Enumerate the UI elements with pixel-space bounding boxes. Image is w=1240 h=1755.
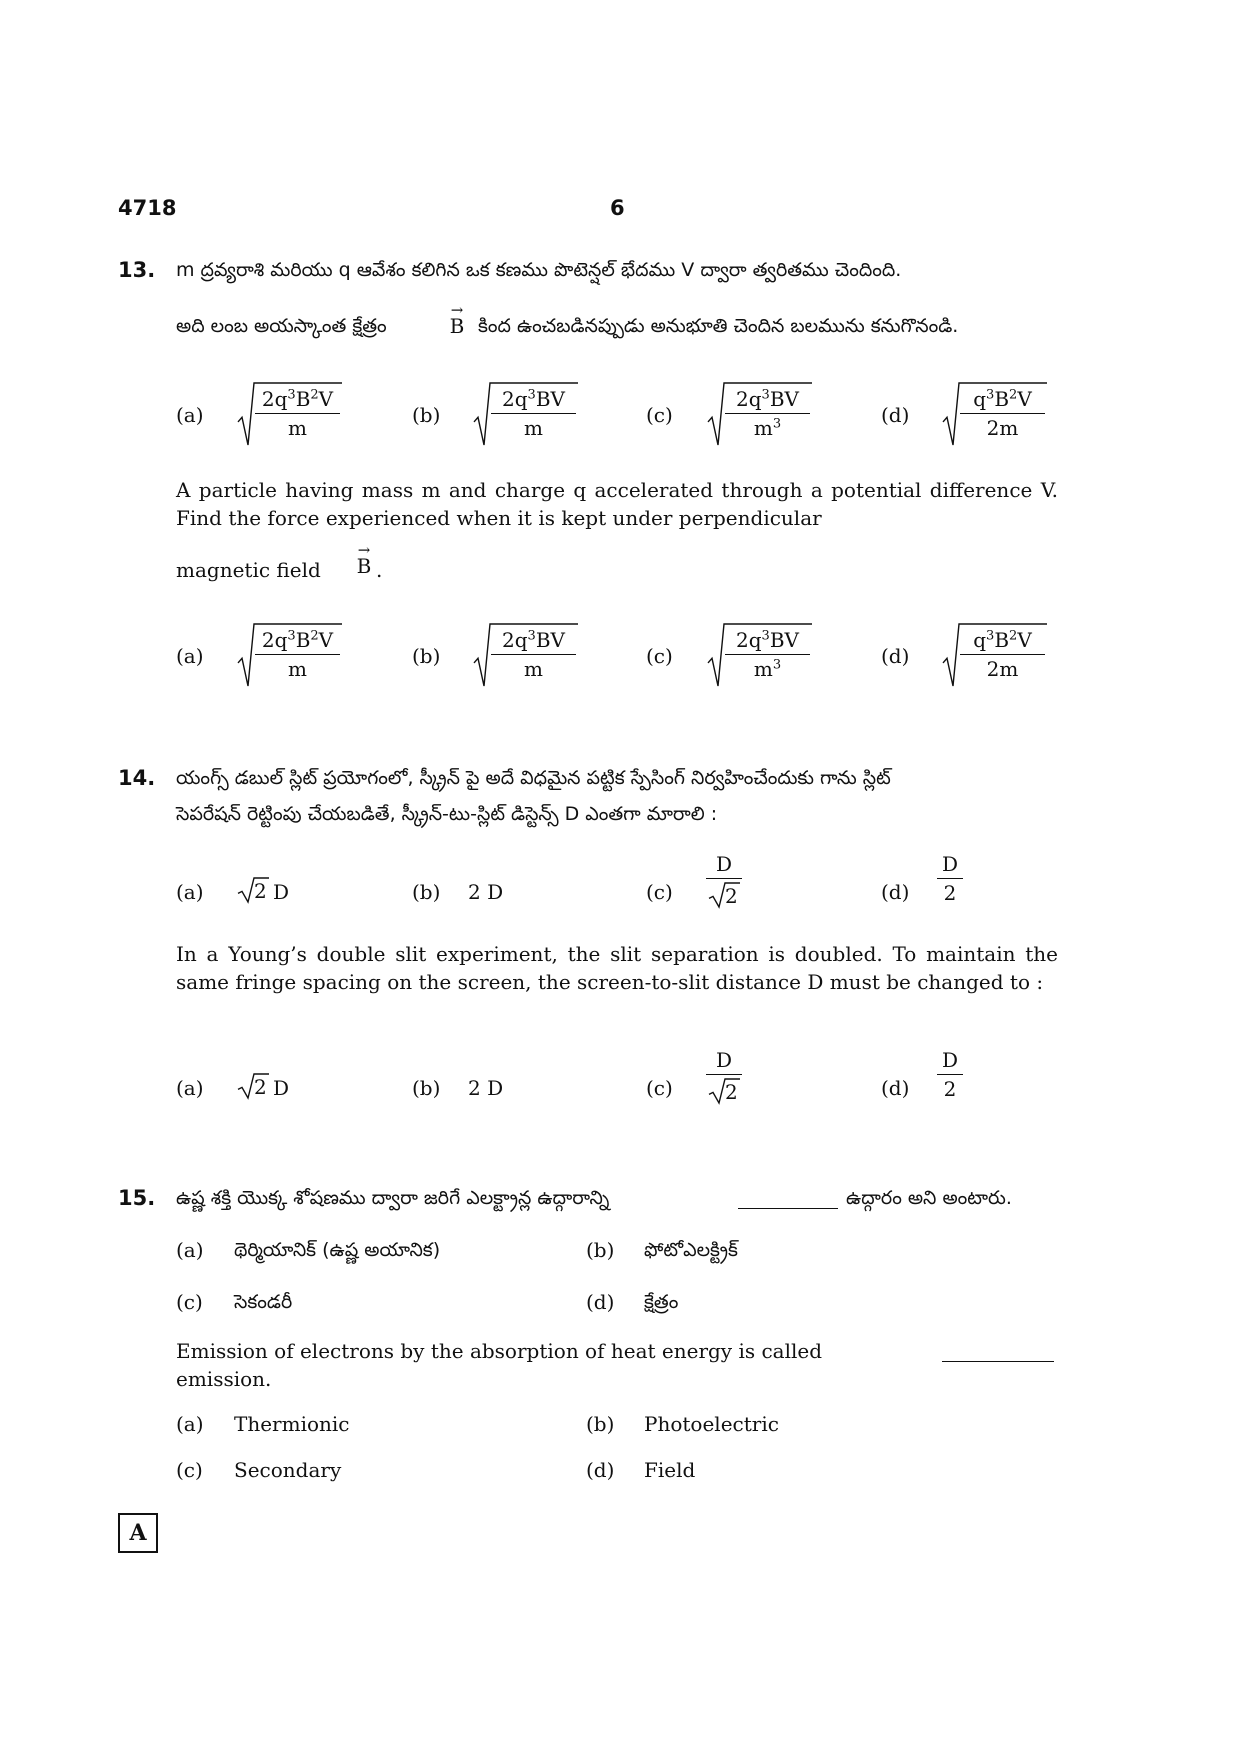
q13-te-option-c-label: (c) (646, 403, 673, 427)
q14-te-option-d-denominator: 2 (943, 881, 957, 905)
paper-code: 4718 (118, 196, 177, 220)
q14-en-option-a-root-radicand: 2 (254, 1075, 267, 1099)
q14-en-option-b-label: (b) (412, 1076, 441, 1100)
q14-te-option-d-fraction (937, 852, 963, 905)
q15-english-line2: emission. (176, 1367, 272, 1391)
question-14-number: 14. (118, 766, 156, 790)
q14-en-option-a-label: (a) (176, 1076, 204, 1100)
q13-telugu-line2a: అది లంబ అయస్కాంత క్షేత్రం (176, 315, 387, 337)
q14-te-option-b-label: (b) (412, 880, 441, 904)
series-box: A (118, 1513, 158, 1553)
q13-te-option-a-denominator: m (288, 416, 307, 440)
q14-english-text: In a Young’s double slit experiment, the slit separation is doubled. To maintain the same fringe spacing on the screen, the screen-to-slit distance D must be changed to : (176, 942, 1058, 994)
q15-telugu-blank (738, 1190, 838, 1213)
q13-telugu-vector-b: → B (447, 304, 467, 336)
q14-en-option-a-tail: D (273, 1076, 290, 1100)
q13-en-option-b-fraction (491, 628, 576, 681)
q15-en-option-d-label: (d) (586, 1458, 615, 1482)
q13-en-option-a-label: (a) (176, 644, 204, 668)
exponent: 3 (986, 628, 995, 644)
q14-en-option-d-denominator: 2 (943, 1077, 957, 1101)
q13-te-option-d-expression (942, 381, 1047, 447)
q15-en-option-b-label: (b) (586, 1412, 615, 1436)
q13-en-option-d-denominator: 2m (986, 657, 1019, 681)
exponent: 3 (772, 416, 782, 432)
exponent: 3 (527, 628, 536, 644)
q14-te-option-a-root (237, 876, 269, 904)
q13-te-option-c-fraction (725, 387, 810, 440)
q13-en-option-b-denominator: m (524, 657, 543, 681)
q14-en-option-b-text: 2 D (468, 1076, 504, 1100)
q14-te-option-c-label: (c) (646, 880, 673, 904)
q15-telugu-line-b: ఉద్గారం అని అంటారు. (846, 1187, 1012, 1209)
q13-en-option-c-fraction (725, 628, 810, 681)
exponent: 2 (310, 628, 319, 644)
exponent: 3 (287, 387, 296, 403)
question-15-number: 15. (118, 1186, 156, 1210)
vector-arrow-icon: → (450, 301, 464, 319)
q13-en-option-a-denominator: m (288, 657, 307, 681)
q14-te-option-c-root-radicand: 2 (725, 884, 738, 908)
exponent: 2 (1009, 628, 1018, 644)
q14-telugu-line2: సెపరేషన్ రెట్టింపు చేయబడితే, స్క్రీన్-టు-స్లిట్ డిస్టెన్స్ D ఎంతగా మారాలి : (176, 803, 718, 825)
q13-te-option-d-fraction (960, 387, 1045, 440)
q13-te-option-c-numerator: $2q^3BV$ (725, 387, 810, 414)
q14-te-option-c-numerator: D (706, 852, 742, 879)
question-13-number: 13. (118, 258, 156, 282)
q13-te-option-b-label: (b) (412, 403, 441, 427)
exponent: 3 (761, 628, 770, 644)
q13-te-option-b-denominator: m (524, 416, 543, 440)
q13-english-text: A particle having mass m and charge q accelerated through a potential difference V. Find the force experienced when it is kept under perpendicular (176, 478, 1058, 530)
exponent: 3 (986, 387, 995, 403)
q13-english-line3b: . (376, 558, 383, 582)
q13-en-option-b-label: (b) (412, 644, 441, 668)
q15-en-option-a-label: (a) (176, 1412, 204, 1436)
exponent: 3 (772, 657, 782, 673)
q14-en-option-c-label: (c) (646, 1076, 673, 1100)
q14-en-option-d-fraction (937, 1048, 963, 1101)
exponent: 2 (310, 387, 319, 403)
vector-arrow-icon: → (357, 541, 371, 559)
q14-en-option-c-fraction (706, 1048, 742, 1107)
q13-en-option-d-expression (942, 622, 1047, 688)
q15-en-option-a-text: Thermionic (234, 1412, 350, 1436)
q13-english-vector-b: → B (354, 544, 374, 576)
q15-en-option-b-text: Photoelectric (644, 1412, 779, 1436)
page-number: 6 (610, 196, 625, 220)
q15-te-option-b-text: ఫోటోఎలక్ట్రిక్ (644, 1239, 738, 1261)
q15-te-option-b-label: (b) (586, 1238, 615, 1262)
q14-en-option-a-root (237, 1072, 269, 1100)
exponent: 3 (761, 387, 770, 403)
q13-te-option-b-expression (473, 381, 578, 447)
q13-en-option-b-expression (473, 622, 578, 688)
q14-telugu-line1: యంగ్స్ డబుల్ స్లిట్ ప్రయోగంలో, స్క్రీన్ పై అదే విధమైన పట్టిక స్పేసింగ్ నిర్వహించేందుకు గాను స్లిట్ (176, 767, 891, 789)
q14-en-option-c-root-radicand: 2 (725, 1080, 738, 1104)
q13-te-option-c-denominator: $m^3$ (753, 416, 782, 440)
q14-en-option-c-denominator (706, 1075, 742, 1107)
q15-te-option-c-label: (c) (176, 1290, 203, 1314)
q14-te-option-a-root-radicand: 2 (254, 879, 267, 903)
q14-en-option-c-numerator: D (706, 1048, 742, 1075)
exponent: 3 (527, 387, 536, 403)
q15-en-option-c-label: (c) (176, 1458, 203, 1482)
q13-en-option-d-numerator: $q^3B^2V$ (960, 628, 1045, 655)
q13-te-option-a-fraction (255, 387, 340, 440)
q15-en-option-d-text: Field (644, 1458, 696, 1482)
q14-en-option-c-root (708, 1077, 740, 1105)
exponent: 2 (1009, 387, 1018, 403)
q13-te-option-d-numerator: $q^3B^2V$ (960, 387, 1045, 414)
q14-te-option-c-denominator (706, 879, 742, 911)
q13-en-option-b-numerator: $2q^3BV$ (491, 628, 576, 655)
q13-telugu-line1: m ద్రవ్యరాశి మరియు q ఆవేశం కలిగిన ఒక కణము పొటెన్షల్ భేదము V ద్వారా త్వరితము చెందింది. (176, 259, 902, 281)
q14-te-option-c-root (708, 881, 740, 909)
q15-te-option-d-text: క్షేత్రం (644, 1291, 679, 1313)
q13-en-option-a-expression (237, 622, 342, 688)
q15-te-option-a-text: థెర్మియానిక్ (ఉష్ణ అయానిక) (234, 1239, 441, 1261)
q13-te-option-a-label: (a) (176, 403, 204, 427)
q13-te-option-c-expression (707, 381, 812, 447)
q15-te-option-d-label: (d) (586, 1290, 615, 1314)
q14-te-option-a-tail: D (273, 880, 290, 904)
q14-en-option-d-label: (d) (881, 1076, 910, 1100)
q15-english-blank (942, 1343, 1054, 1366)
q15-te-option-a-label: (a) (176, 1238, 204, 1262)
q13-te-option-d-label: (d) (881, 403, 910, 427)
q13-english-line3a: magnetic field (176, 558, 321, 582)
q13-en-option-a-fraction (255, 628, 340, 681)
q15-te-option-c-text: సెకండరీ (234, 1291, 293, 1313)
q13-en-option-c-numerator: $2q^3BV$ (725, 628, 810, 655)
exponent: 3 (287, 628, 296, 644)
q15-english-line1: Emission of electrons by the absorption of heat energy is called (176, 1339, 823, 1363)
q14-te-option-b-text: 2 D (468, 880, 504, 904)
q14-te-option-c-fraction (706, 852, 742, 911)
q13-te-option-d-denominator: 2m (986, 416, 1019, 440)
q13-en-option-a-numerator: $2q^3B^2V$ (255, 628, 340, 655)
q14-te-option-a-label: (a) (176, 880, 204, 904)
q13-te-option-a-expression (237, 381, 342, 447)
q13-te-option-b-fraction (491, 387, 576, 440)
q13-te-option-b-numerator: $2q^3BV$ (491, 387, 576, 414)
q15-telugu-line-a: ఉష్ణ శక్తి యొక్క శోషణము ద్వారా జరిగే ఎలక్ట్రాన్ల ఉద్గారాన్ని (176, 1187, 610, 1209)
q13-en-option-d-fraction (960, 628, 1045, 681)
q13-en-option-c-denominator: $m^3$ (753, 657, 782, 681)
q14-te-option-d-label: (d) (881, 880, 910, 904)
q13-te-option-a-numerator: $2q^3B^2V$ (255, 387, 340, 414)
q15-en-option-c-text: Secondary (234, 1458, 342, 1482)
q13-en-option-c-label: (c) (646, 644, 673, 668)
q13-en-option-d-label: (d) (881, 644, 910, 668)
q14-en-option-d-numerator: D (937, 1048, 963, 1075)
q14-te-option-d-numerator: D (937, 852, 963, 879)
q13-telugu-line2b: కింద ఉంచబడినప్పుడు అనుభూతి చెందిన బలమును కనుగొనండి. (478, 315, 959, 337)
q13-en-option-c-expression (707, 622, 812, 688)
